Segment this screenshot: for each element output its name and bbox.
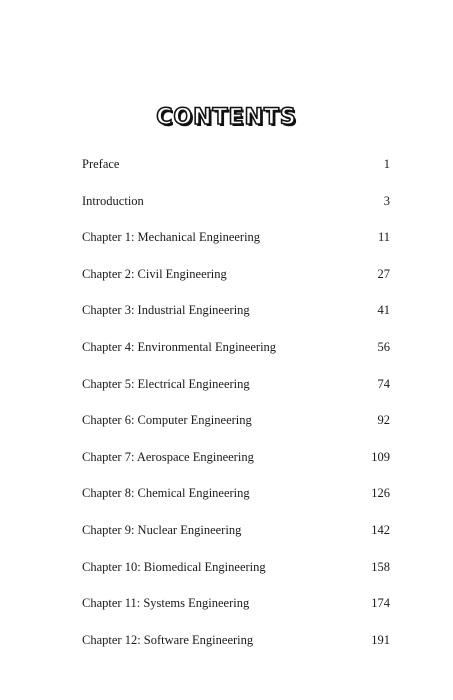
toc-entry-page-number: 191	[371, 632, 390, 647]
toc-entry-title: Chapter 7: Aerospace Engineering	[82, 449, 254, 464]
toc-entry-page-number: 142	[371, 522, 390, 537]
toc-entry	[82, 189, 390, 226]
toc-entry	[82, 225, 390, 262]
toc-entry-page-number: 74	[377, 376, 390, 391]
toc-entry-page-number: 158	[371, 559, 390, 574]
toc-entry	[82, 298, 390, 335]
toc-entry-page-number: 126	[371, 486, 390, 501]
toc-entry	[82, 335, 390, 372]
toc-entry-title: Chapter 9: Nuclear Engineering	[82, 522, 242, 537]
toc-entry-page-number: 41	[377, 303, 390, 318]
toc-entry	[82, 408, 390, 445]
table-of-contents	[82, 152, 390, 664]
toc-entry-title: Chapter 11: Systems Engineering	[82, 596, 250, 611]
toc-entry-page-number: 3	[383, 193, 390, 208]
page-title: CONTENTS	[156, 105, 297, 130]
toc-entry-page-number: 1	[383, 157, 390, 171]
toc-entry-page-number: 174	[371, 596, 390, 611]
toc-entry	[82, 481, 390, 518]
toc-entry-title: Chapter 1: Mechanical Engineering	[82, 230, 261, 245]
toc-entry-title: Chapter 6: Computer Engineering	[82, 413, 252, 428]
toc-entry-title: Chapter 8: Chemical Engineering	[82, 486, 250, 501]
toc-entry-title: Chapter 4: Environmental Engineering	[82, 339, 277, 354]
toc-entry-title: Chapter 2: Civil Engineering	[82, 266, 227, 281]
toc-entry	[82, 591, 390, 628]
toc-entry-title: Chapter 3: Industrial Engineering	[82, 303, 250, 318]
toc-entry-title: Introduction	[82, 193, 144, 208]
toc-entry-title: Preface	[82, 157, 120, 171]
toc-entry	[82, 152, 390, 189]
toc-entry	[82, 445, 390, 482]
toc-entry-title: Chapter 10: Biomedical Engineering	[82, 559, 266, 574]
toc-entry	[82, 518, 390, 555]
toc-entry-page-number: 56	[377, 339, 390, 354]
toc-entry-page-number: 109	[371, 449, 390, 464]
toc-entry	[82, 628, 390, 665]
toc-entry	[82, 555, 390, 592]
toc-entry-page-number: 27	[377, 266, 390, 281]
toc-entry-page-number: 11	[377, 230, 390, 245]
toc-entry-page-number: 92	[377, 413, 390, 428]
toc-entry	[82, 262, 390, 299]
toc-entry	[82, 372, 390, 409]
toc-entry-title: Chapter 5: Electrical Engineering	[82, 376, 250, 391]
toc-entry-title: Chapter 12: Software Engineering	[82, 632, 254, 647]
